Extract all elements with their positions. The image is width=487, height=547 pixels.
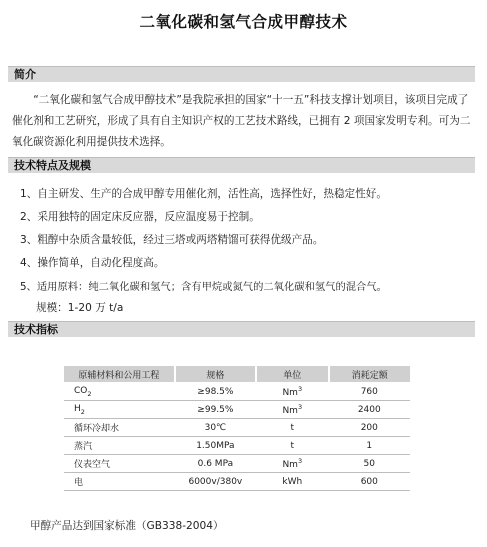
feature-item-2: 2、采用独特的固定床反应器，反应温度易于控制。 xyxy=(20,211,260,223)
table-header-row xyxy=(64,366,410,383)
unit-cell: Nm$^3$ xyxy=(256,383,329,401)
intro-paragraph: “二氧化碳和氢气合成甲醇技术”是我院承担的国家“十一五”科技支撑计划项目，该项目完成了催化剂和工艺研究，形成了具有自主知识产权的工艺技术路线，已拥有 2 项国家发明专利。可为二氧化碳资源化利用提供技术选择。 xyxy=(12,94,471,148)
table-row xyxy=(64,383,410,401)
material-cell: $CO_2$ xyxy=(64,383,175,401)
amount-cell: 600 xyxy=(329,473,410,491)
unit-cell: Nm$^3$ xyxy=(256,401,329,419)
table-header-unit: 单位 xyxy=(256,366,329,383)
spec-cell: 30℃ xyxy=(175,419,256,437)
amount-cell: 1 xyxy=(329,437,410,455)
material-cell: 循环冷却水 xyxy=(64,419,175,437)
unit-cell: Nm$^3$ xyxy=(256,455,329,473)
table-row xyxy=(64,473,410,491)
amount-cell: 760 xyxy=(329,383,410,401)
table-row xyxy=(64,437,410,455)
amount-cell: 50 xyxy=(329,455,410,473)
table-header-spec: 规格 xyxy=(175,366,256,383)
unit-cell: t xyxy=(256,437,329,455)
page-title: 二氧化碳和氢气合成甲醇技术 xyxy=(139,13,348,31)
feature-item-3: 3、粗醇中杂质含量较低，经过三塔或两塔精馏可获得优级产品。 xyxy=(20,234,324,246)
material-cell: 电 xyxy=(64,473,175,491)
scale-text: 规模：1-20 万 t/a xyxy=(36,302,124,314)
section-header-features: 技术特点及规模 xyxy=(8,157,475,173)
spec-cell: 0.6 MPa xyxy=(175,455,256,473)
spec-cell: ≥99.5% xyxy=(175,401,256,419)
table-header-material: 原辅材料和公用工程 xyxy=(64,366,175,383)
unit-cell: t xyxy=(256,419,329,437)
standard-note: 甲醇产品达到国家标准（GB338-2004） xyxy=(30,520,224,532)
amount-cell: 200 xyxy=(329,419,410,437)
consumption-table xyxy=(64,366,410,491)
unit-cell: kWh xyxy=(256,473,329,491)
feature-item-5: 5、适用原料：纯二氧化碳和氢气；含有甲烷或氮气的二氧化碳和氢气的混合气。 xyxy=(20,281,387,293)
table-row xyxy=(64,419,410,437)
amount-cell: 2400 xyxy=(329,401,410,419)
section-header-specs: 技术指标 xyxy=(8,321,475,337)
spec-cell: 6000v/380v xyxy=(175,473,256,491)
material-cell: $H_2$ xyxy=(64,401,175,419)
material-cell: 仪表空气 xyxy=(64,455,175,473)
spec-cell: 1.50MPa xyxy=(175,437,256,455)
table-row xyxy=(64,455,410,473)
material-cell: 蒸汽 xyxy=(64,437,175,455)
table-row xyxy=(64,401,410,419)
feature-item-4: 4、操作简单，自动化程度高。 xyxy=(20,257,165,269)
section-header-intro: 简介 xyxy=(8,66,475,82)
feature-item-1: 1、自主研发、生产的合成甲醇专用催化剂，活性高，选择性好，热稳定性好。 xyxy=(20,188,387,200)
table-header-amount: 消耗定额 xyxy=(329,366,410,383)
spec-cell: ≥98.5% xyxy=(175,383,256,401)
